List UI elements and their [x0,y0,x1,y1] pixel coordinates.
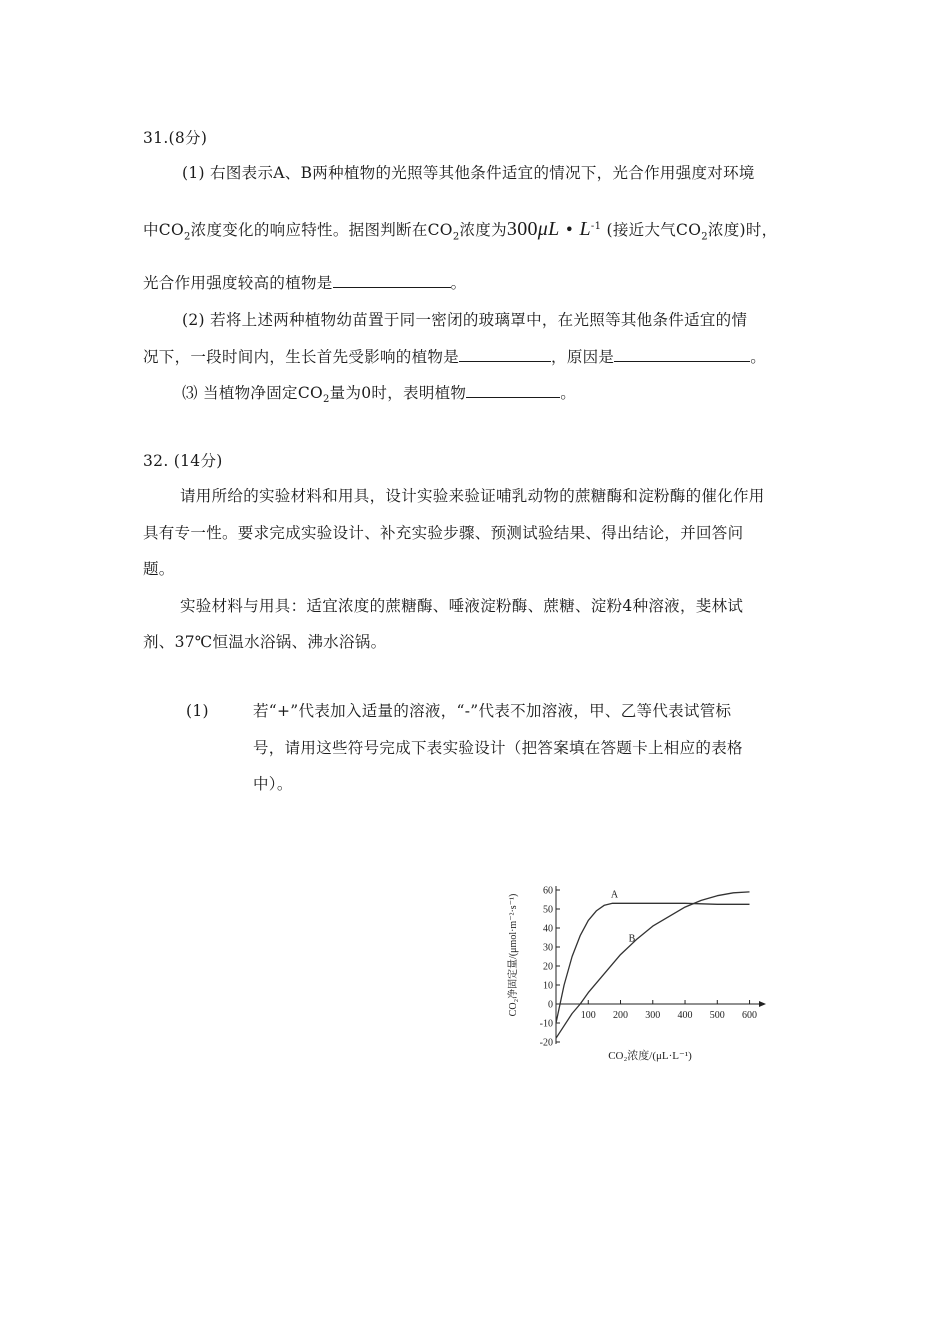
y-tick-label: -10 [539,1018,553,1030]
q31-part1-line2: 中$CO_2$浓度变化的响应特性。据图判断在$CO_2$浓度为300μL • $L^{-1}$ (接近大气$CO_2$浓度)时， [143,218,778,243]
y-tick-label: 60 [543,885,553,897]
y-tick-label: 0 [548,999,553,1011]
q32-para1-line2: 具有专一性。要求完成实验设计、补充实验步骤、预测试验结果、得出结论，并回答问 [143,524,744,542]
x-tick-label: 600 [742,1010,758,1021]
y-tick-label: -20 [539,1037,553,1049]
q31-part1-line3: 光合作用强度较高的植物是 。 [143,271,466,294]
y-axis-label: CO₂净固定量/(μmol·m⁻²·s⁻¹) [508,893,519,1017]
q31-part1-line1: (1) 右图表示A、B两种植物的光照等其他条件适宜的情况下，光合作用强度对环境 [182,164,755,182]
q32-para1-line3: 题。 [143,560,175,578]
y-tick-label: 30 [543,942,553,954]
answer-blank-1[interactable] [333,271,451,288]
q32-header: 32. (14分) [143,452,223,470]
answer-blank-2[interactable] [459,345,551,362]
y-tick-label: 50 [543,904,553,916]
q31-header: 31.(8分) [143,129,208,147]
y-tick-label: 20 [543,961,553,973]
q32-item1-number: (1) [186,702,209,720]
answer-blank-3[interactable] [614,345,750,362]
q31-part2-line2: 况下，一段时间内，生长首先受影响的植物是 ，原因是 。 [143,345,766,368]
q31-part3: ⑶ 当植物净固定$CO_2$量为0时，表明植物 。 [182,381,576,411]
y-tick-label: 40 [543,923,553,935]
x-axis-arrow [759,1001,766,1007]
x-tick-label: 400 [677,1010,693,1021]
series-label-A: A [610,889,619,901]
co2-fixation-chart [500,875,770,1075]
x-tick-label: 500 [709,1010,725,1021]
x-tick-label: 300 [645,1010,661,1021]
q32-para1-line1: 请用所给的实验材料和用具，设计实验来验证哺乳动物的蔗糖酶和淀粉酶的催化作用 [180,487,765,505]
q32-para2-line2: 剂、37℃恒温水浴锅、沸水浴锅。 [143,633,387,651]
x-axis-label: CO₂浓度/(μL·L⁻¹) [608,1050,692,1062]
chart-axes [540,886,766,1049]
q31-part2-line1: (2) 若将上述两种植物幼苗置于同一密闭的玻璃罩中，在光照等其他条件适宜的情 [182,311,748,329]
x-tick-label: 200 [613,1010,629,1021]
x-tick-label: 100 [580,1010,596,1021]
series-label-B: B [628,933,636,945]
q32-item1-line1: 若“+”代表加入适量的溶液，“-”代表不加溶液，甲、乙等代表试管标 [253,702,732,720]
series-line-A [556,903,750,1023]
co2-concentration-value: 300μL [506,218,560,241]
answer-blank-4[interactable] [466,381,560,398]
q32-para2-line1: 实验材料与用具：适宜浓度的蔗糖酶、唾液淀粉酶、蔗糖、淀粉4种溶液，斐林试 [180,597,744,615]
q32-item1-line3: 中）。 [253,775,293,793]
q32-item1-line2: 号，请用这些符号完成下表实验设计（把答案填在答题卡上相应的表格 [253,739,743,757]
y-tick-label: 10 [543,980,553,992]
